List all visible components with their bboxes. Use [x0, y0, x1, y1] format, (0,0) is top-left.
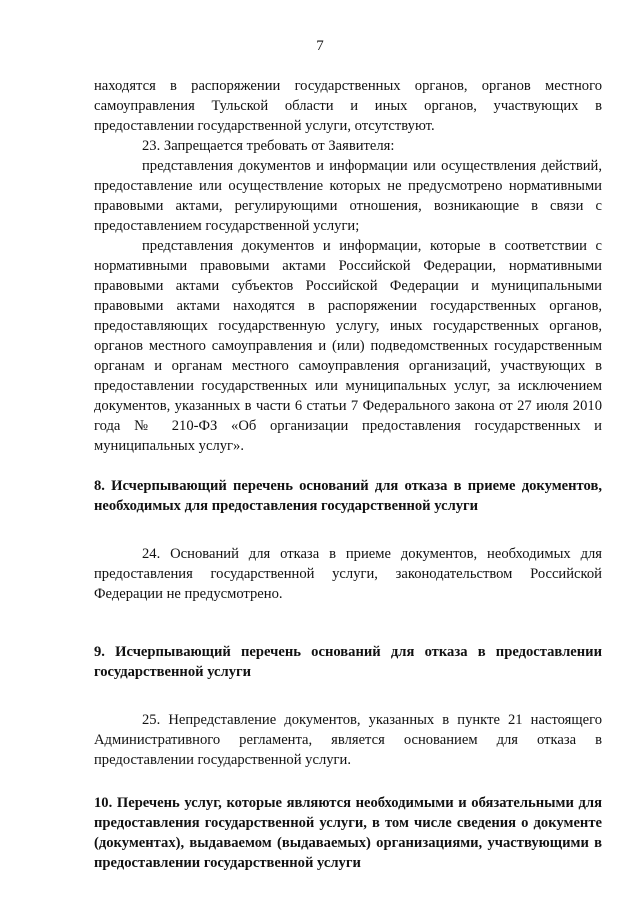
page-number: 7	[316, 38, 324, 54]
document-body	[94, 76, 602, 873]
paragraph-23-item-2: представления документов и информации, которые в соответствии с нормативными правовыми актами Российской Федерации, нормативными правовыми актами субъектов Российской Федерации и муниципальными правовыми актами находятся в распоряжении государственных органов, предоставляющих государственную услугу, иных государственных органов, органов местного самоуправления и (или) подведомственных государственным органам и органам местного самоуправления организаций, участвующих в предоставлении государственных или муниципальных услуг, за исключением документов, указанных в части 6 статьи 7 Федерального закона от 27 июля 2010 года № 210-ФЗ «Об организации предоставления государственных и муниципальных услуг».	[94, 238, 602, 454]
paragraph-continuation: находятся в распоряжении государственных органов, органов местного самоуправления Тульской области и иных органов, участвующих в предоставлении государственной услуги, отсутствуют.	[94, 78, 602, 134]
paragraph-23: 23. Запрещается требовать от Заявителя:	[142, 138, 395, 154]
section-10-heading: 10. Перечень услуг, которые являются необходимыми и обязательными для предоставления государственной услуги, в том числе сведения о документе (документах), выдаваемом (выдаваемых) организациями, участвующими в предоставлении государственной услуги	[94, 795, 602, 871]
paragraph-23-item-1: представления документов и информации или осуществления действий, предоставление или осуществление которых не предусмотрено нормативными правовыми актами, регулирующими отношения, возникающие в связи с предоставлением государственной услуги;	[94, 158, 602, 234]
section-9-heading: 9. Исчерпывающий перечень оснований для отказа в предоставлении государственной услуги	[94, 644, 602, 680]
paragraph-24: 24. Оснований для отказа в приеме документов, необходимых для предоставления государственной услуги, законодательством Российской Федерации не предусмотрено.	[94, 546, 602, 602]
section-8-heading: 8. Исчерпывающий перечень оснований для отказа в приеме документов, необходимых для предоставления государственной услуги	[94, 478, 602, 514]
paragraph-25: 25. Непредставление документов, указанных в пункте 21 настоящего Административного регламента, является основанием для отказа в предоставлении государственной услуги.	[94, 712, 602, 768]
